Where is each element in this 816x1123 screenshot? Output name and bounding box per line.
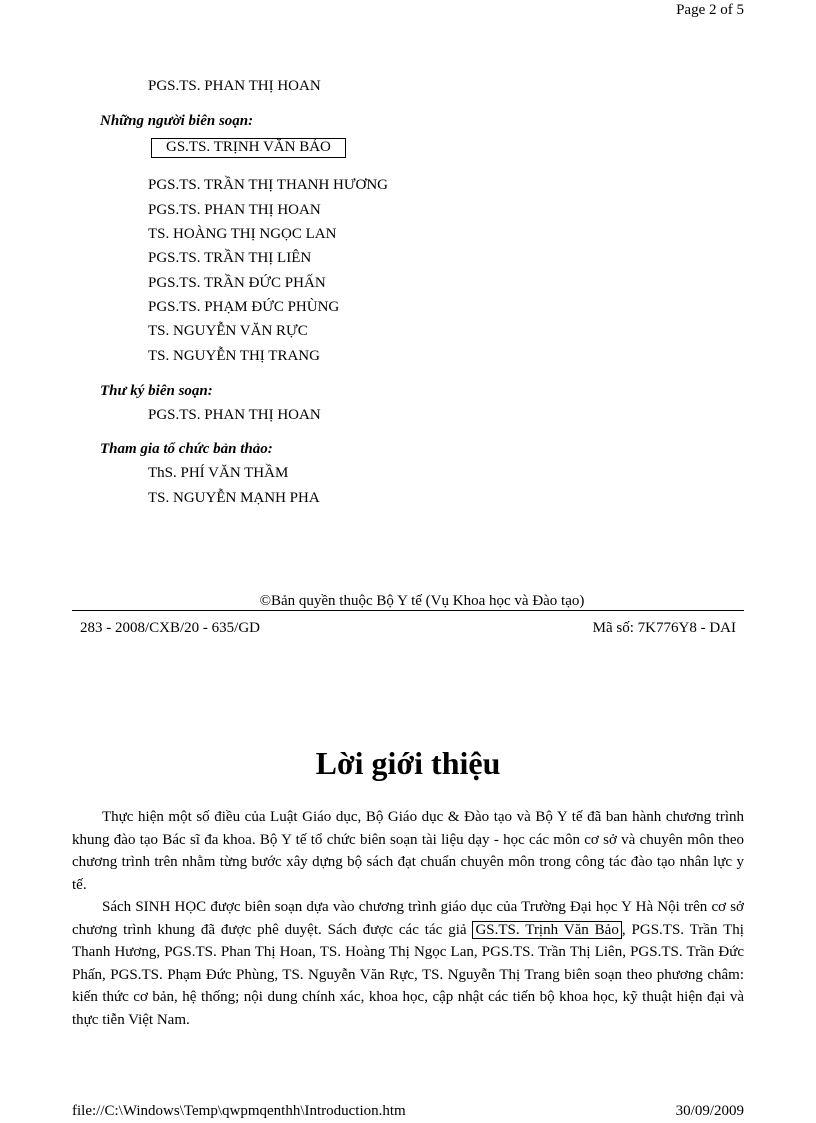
- organizers-heading: Tham gia tổ chức bản thảo:: [100, 441, 273, 457]
- author-name: PGS.TS. TRẦN THỊ THANH HƯƠNG: [148, 177, 388, 193]
- author-name: PGS.TS. TRẦN THỊ LIÊN: [148, 250, 312, 266]
- intro-paragraph-1: Thực hiện một số điều của Luật Giáo dục, Bộ Giáo dục & Đào tạo và Bộ Y tế đã ban hành chương trình khung đào tạo Bác sĩ đa khoa. Bộ Y tế tổ chức biên soạn tài liệu dạy - học các môn cơ sở và chuyên môn theo chương trình trên nhằm từng bước xây dựng bộ sách đạt chuẩn chuyên môn trong công tác đào tạo nhân lực y tế.: [72, 809, 744, 893]
- divider-line: [72, 610, 744, 611]
- secretary-name: PGS.TS. PHAN THỊ HOAN: [148, 407, 321, 423]
- lead-author-box: GS.TS. TRỊNH VĂN BẢO: [151, 138, 346, 158]
- author-name: PGS.TS. PHẠM ĐỨC PHÙNG: [148, 299, 340, 315]
- intro-paragraph-2: [72, 896, 744, 1031]
- paragraph-2-text: Sách SINH HỌC được biên soạn dựa vào chương trình giáo dục của Trường Đại học Y Hà Nội trên cơ sở chương trình khung đã được phê duyệt. Sách được các tác giả: [72, 899, 744, 938]
- organizer-name: ThS. PHÍ VĂN THẦM: [148, 465, 289, 481]
- organizer-name: TS. NGUYỄN MẠNH PHA: [148, 490, 320, 506]
- author-name: PGS.TS. PHAN THỊ HOAN: [148, 202, 321, 218]
- author-name: PGS.TS. TRẦN ĐỨC PHẤN: [148, 275, 326, 291]
- file-path: file://C:\Windows\Temp\qwpmqenthh\Introduction.htm: [72, 1103, 406, 1119]
- paragraph-2-text: , PGS.TS. Trần Thị Thanh Hương, PGS.TS. Phan Thị Hoan, TS. Hoàng Thị Ngọc Lan, PGS.TS. Trần Thị Liên, PGS.TS. Trần Đức Phấn, PGS.TS. Phạm Đức Phùng, TS. Nguyễn Văn Rực, TS. Nguyễn Thị Trang biên soạn theo phương châm: kiến thức cơ bản, hệ thống; nội dung chính xác, khoa học, cập nhật các tiến bộ khoa học, kỹ thuật hiện đại và thực tiễn Việt Nam.: [72, 921, 744, 1028]
- publication-code: 283 - 2008/CXB/20 - 635/GD: [80, 620, 260, 636]
- top-name: PGS.TS. PHAN THỊ HOAN: [148, 78, 321, 94]
- author-name: TS. NGUYỄN THỊ TRANG: [148, 348, 320, 364]
- intro-title: Lời giới thiệu: [315, 745, 501, 781]
- author-name: TS. HOÀNG THỊ NGỌC LAN: [148, 226, 337, 242]
- copyright-notice: ©Bản quyền thuộc Bộ Y tế (Vụ Khoa học và Đào tạo): [259, 593, 585, 609]
- page-number: Page 2 of 5: [676, 2, 744, 18]
- secretary-heading: Thư ký biên soạn:: [100, 383, 213, 399]
- intro-body: [72, 806, 744, 1031]
- highlighted-author: GS.TS. Trịnh Văn Bảo: [472, 921, 621, 939]
- authors-heading: Những người biên soạn:: [100, 113, 254, 129]
- author-name: TS. NGUYỄN VĂN RỰC: [148, 323, 308, 339]
- catalog-code: Mã số: 7K776Y8 - DAI: [592, 620, 736, 636]
- print-date: 30/09/2009: [675, 1103, 744, 1119]
